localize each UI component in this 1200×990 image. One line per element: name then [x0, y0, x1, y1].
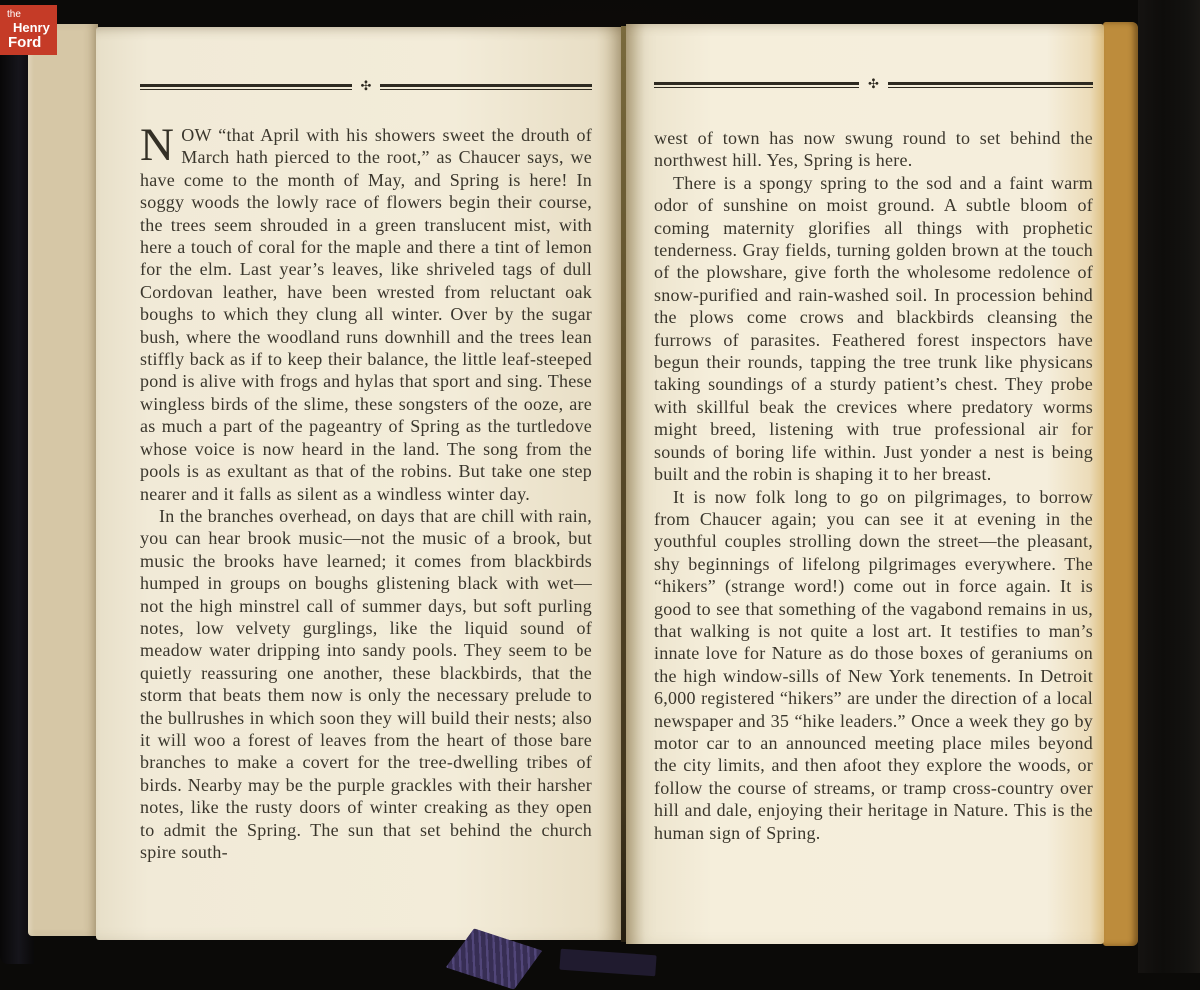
left-page-content: [96, 27, 623, 863]
ribbon-bookmark-shadow: [559, 949, 656, 977]
left-page: [96, 27, 623, 940]
logo-text-henry: Henry: [13, 20, 50, 35]
henry-ford-logo: [0, 5, 57, 55]
paragraph-text: OW “that April with his showers sweet the drouth of March hath pierced to the root,” as Chaucer says, we have come to the month of May, and Spring is here! In soggy woods the lowly race of flowers begin their course, the trees seem shrouded in a green translucent mist, with here a touch of coral for the maple and there a tint of lemon for the elm. Last year’s leaves, like shriveled tags of dull Cordovan leather, have been wrested from reluctant oak boughs to which they clung all winter. Over by the sugar bush, where the woodland runs downhill and the trees lean stiffly back as if to keep their balance, the little leaf-steeped pond is alive with frogs and hylas that sport and sing. These wingless birds of the slime, these songsters of the ooze, are as much a part of the pageantry of Spring as the turtledove whose voice is now heard in the land. The song from the pools is as exultant as that of the robins. But take one step nearer and it falls as silent as a windless winter day.: [140, 125, 592, 504]
double-rule-segment: [654, 82, 859, 88]
double-rule-segment: [380, 84, 592, 90]
paragraph-opening: [140, 119, 592, 505]
gilded-fore-edge: [1103, 22, 1138, 946]
paragraph: In the branches overhead, on days that are chill with rain, you can hear brook music—not the music of a brook, but music the brooks have learned; it comes from blackbirds humped in groups on boughs glistening black with wet—not the high minstrel call of summer days, but soft purling notes, low velvety gurglings, like the liquid sound of meadow water dripping into sandy pools. They seem to be quietly reassuring one another, these blackbirds, that the storm that beats them now is only the necessary prelude to the bullrushes in which soon they will build their nests; also it will woo a forest of leaves from the heart of those bare branches to make a covert for the tree-dwelling tribes of birds. Nearby may be the purple grackles with their harsher notes, like the rusty doors of winter creaking as they open to admit the Spring. The sun that set behind the church spire south-: [140, 505, 592, 862]
quatrefoil-ornament-icon: ✣: [868, 77, 879, 92]
right-page: [626, 24, 1104, 944]
drop-cap-letter: N: [140, 119, 175, 171]
header-rule-left: [140, 80, 592, 93]
paragraph: There is a spongy spring to the sod and a faint warm odor of sunshine on moist ground. A subtle bloom of coming maternity glorifies all things with prophetic tenderness. Gray fields, turning golden brown at the touch of the plowshare, give forth the wholesome redolence of snow-purified and rain-washed soil. In procession behind the plows come crows and blackbirds cleansing the furrows of parasites. Feathered forest inspectors have begun their rounds, tapping the tree trunk like physicans taking soundings of a sturdy patient’s chest. They probe with skillful beak the crevices where predatory worms might breed, listening with true professional air for sounds of boring life within. Just yonder a nest is being built and the robin is shaping it to her breast.: [654, 172, 1093, 485]
double-rule-segment: [888, 82, 1093, 88]
paragraph-continuation: west of town has now swung round to set behind the northwest hill. Yes, Spring is here.: [654, 128, 1093, 171]
header-rule-right: [654, 78, 1093, 91]
double-rule-segment: [140, 84, 352, 90]
quatrefoil-ornament-icon: ✣: [360, 79, 372, 94]
right-page-content: [626, 24, 1104, 844]
paragraph: It is now folk long to go on pilgrimages, to borrow from Chaucer again; you can see it at evening in the youthful couples strolling down the street—the pleasant, shy beginnings of lifelong pilgrimages everywhere. The “hikers” (strange word!) come out in force again. It is good to see that something of the vagabond remains in us, that walking is not quite a lost art. It testifies to man’s innate love for Nature as do those boxes of geraniums on the high window-sills of New York tenements. In Detroit 6,000 registered “hikers” are under the direction of a local newspaper and 35 “hike leaders.” Once a week they go by motor car to an announced meeting place miles beyond the city limits, and then afoot they explore the woods, or follow the course of streams, or tramp cross-country over hill and dale, enjoying their heritage in Nature. This is the human sign of Spring.: [654, 486, 1093, 843]
book-cover-right: [1138, 0, 1200, 973]
logo-text-ford: Ford: [8, 34, 42, 51]
logo-text-the: the: [7, 9, 21, 20]
page-edges-left: [28, 24, 98, 936]
